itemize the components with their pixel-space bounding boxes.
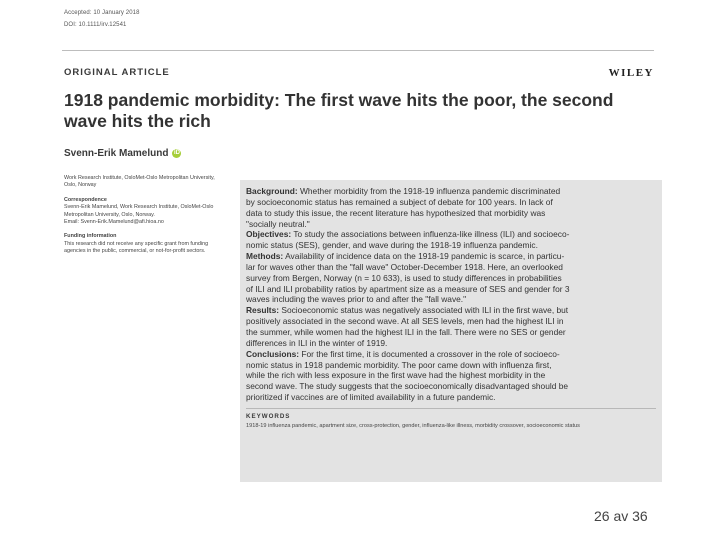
abstract-line: nomic status (SES), gender, and wave during the 1918-19 influenza pandemic.	[246, 240, 538, 251]
correspondence-email[interactable]: Email: Svenn-Erik.Mamelund@afi.hioa.no	[64, 219, 164, 226]
results-label: Results:	[246, 305, 280, 316]
abstract-line	[246, 251, 662, 262]
abstract-line: of ILI and ILI probability ratios by apartment size as a measure of SES and gender for 3	[246, 283, 570, 294]
keywords-text: 1918-19 influenza pandemic, apartment size, cross-protection, gender, influenza-like illness, morbidity crossover, socioeconomic status	[246, 422, 580, 429]
abstract-text: To study the associations between influenza-like illness (ILI) and socioeco-	[291, 229, 570, 240]
article-sidebar	[64, 175, 224, 263]
abstract-line: nomic status in 1918 pandemic morbidity. The poor came down with influenza first,	[246, 359, 552, 370]
abstract-line: differences in ILI in the winter of 1919.	[246, 337, 388, 348]
abstract-line: by socioeconomic status has remained a subject of debate for 100 years. In lack of	[246, 196, 553, 207]
abstract-line: the summer, while women had the highest ILI in the fall. There were no SES or gender	[246, 326, 566, 337]
background-label: Background:	[246, 186, 298, 196]
abstract-line: survey from Bergen, Norway (n = 10 633), is used to study differences in probabilities	[246, 272, 562, 283]
abstract-line: lar for waves other than the "fall wave" October-December 1918. Here, an overlooked	[246, 261, 563, 272]
abstract-line: "socially neutral."	[246, 218, 310, 229]
affiliation: Work Research Institute, OsloMet-Oslo Metropolitan University, Oslo, Norway	[64, 175, 215, 189]
abstract-text: Availability of incidence data on the 1918-19 pandemic is scarce, in particu-	[283, 251, 565, 262]
abstract-line: waves including the waves prior to and after the "fall wave."	[246, 294, 467, 305]
abstract-text: Whether morbidity from the 1918-19 influenza pandemic discriminated	[297, 186, 561, 196]
funding-heading: Funding information	[64, 233, 117, 240]
section-label: ORIGINAL ARTICLE	[64, 67, 170, 78]
publisher-logo: WILEY	[608, 67, 654, 79]
accepted-date: Accepted: 10 January 2018	[64, 10, 140, 16]
abstract-line	[246, 229, 662, 240]
abstract-line: prioritized if vaccines are of limited availability in a future pandemic.	[246, 392, 496, 403]
header-divider	[62, 50, 654, 51]
correspondence-block	[64, 197, 224, 227]
conclusions-label: Conclusions:	[246, 348, 300, 359]
orcid-icon[interactable]: iD	[173, 150, 180, 156]
abstract-line	[246, 186, 662, 197]
funding-text: This research did not receive any specific grant from funding agencies in the public, commercial, or not-for-profit sectors.	[64, 240, 209, 255]
abstract-line: data to study this issue, the recent literature has hypothesized that morbidity was	[246, 207, 546, 218]
funding-block	[64, 233, 224, 255]
abstract-text: For the first time, it is documented a crossover in the role of socioeco-	[299, 348, 560, 359]
correspondence-heading: Correspondence	[64, 196, 107, 203]
abstract-box	[240, 180, 662, 482]
article-page	[52, 10, 662, 490]
doi: DOI: 10.1111/irv.12541	[64, 22, 127, 28]
keywords-heading: KEYWORDS	[246, 412, 291, 420]
abstract-line: while the rich with less exposure in the first wave had the highest morbidity in the	[246, 370, 546, 381]
abstract-text: Socioeconomic status was negatively associated with ILI in the first wave, but	[279, 305, 569, 316]
abstract-line	[246, 349, 662, 360]
abstract-line: second wave. The study suggests that the socioeconomically disadvantaged should be	[246, 381, 569, 392]
slide-page-number: 26 av 36	[594, 508, 648, 524]
article-title: 1918 pandemic morbidity: The first wave hits the poor, the second wave hits the rich	[64, 90, 614, 131]
abstract-line: positively associated in the second wave. At all SES levels, men had the highest ILI in	[246, 316, 564, 327]
author-name: Svenn-Erik Mamelund	[64, 148, 169, 159]
methods-label: Methods:	[246, 251, 284, 262]
correspondence-text: Svenn-Erik Mamelund, Work Research Institute, OsloMet-Oslo Metropolitan University, Oslo, Norway.	[64, 204, 214, 218]
abstract-line	[246, 305, 662, 316]
objectives-label: Objectives:	[246, 229, 292, 240]
author-row	[64, 148, 181, 159]
keywords-divider	[246, 408, 656, 409]
